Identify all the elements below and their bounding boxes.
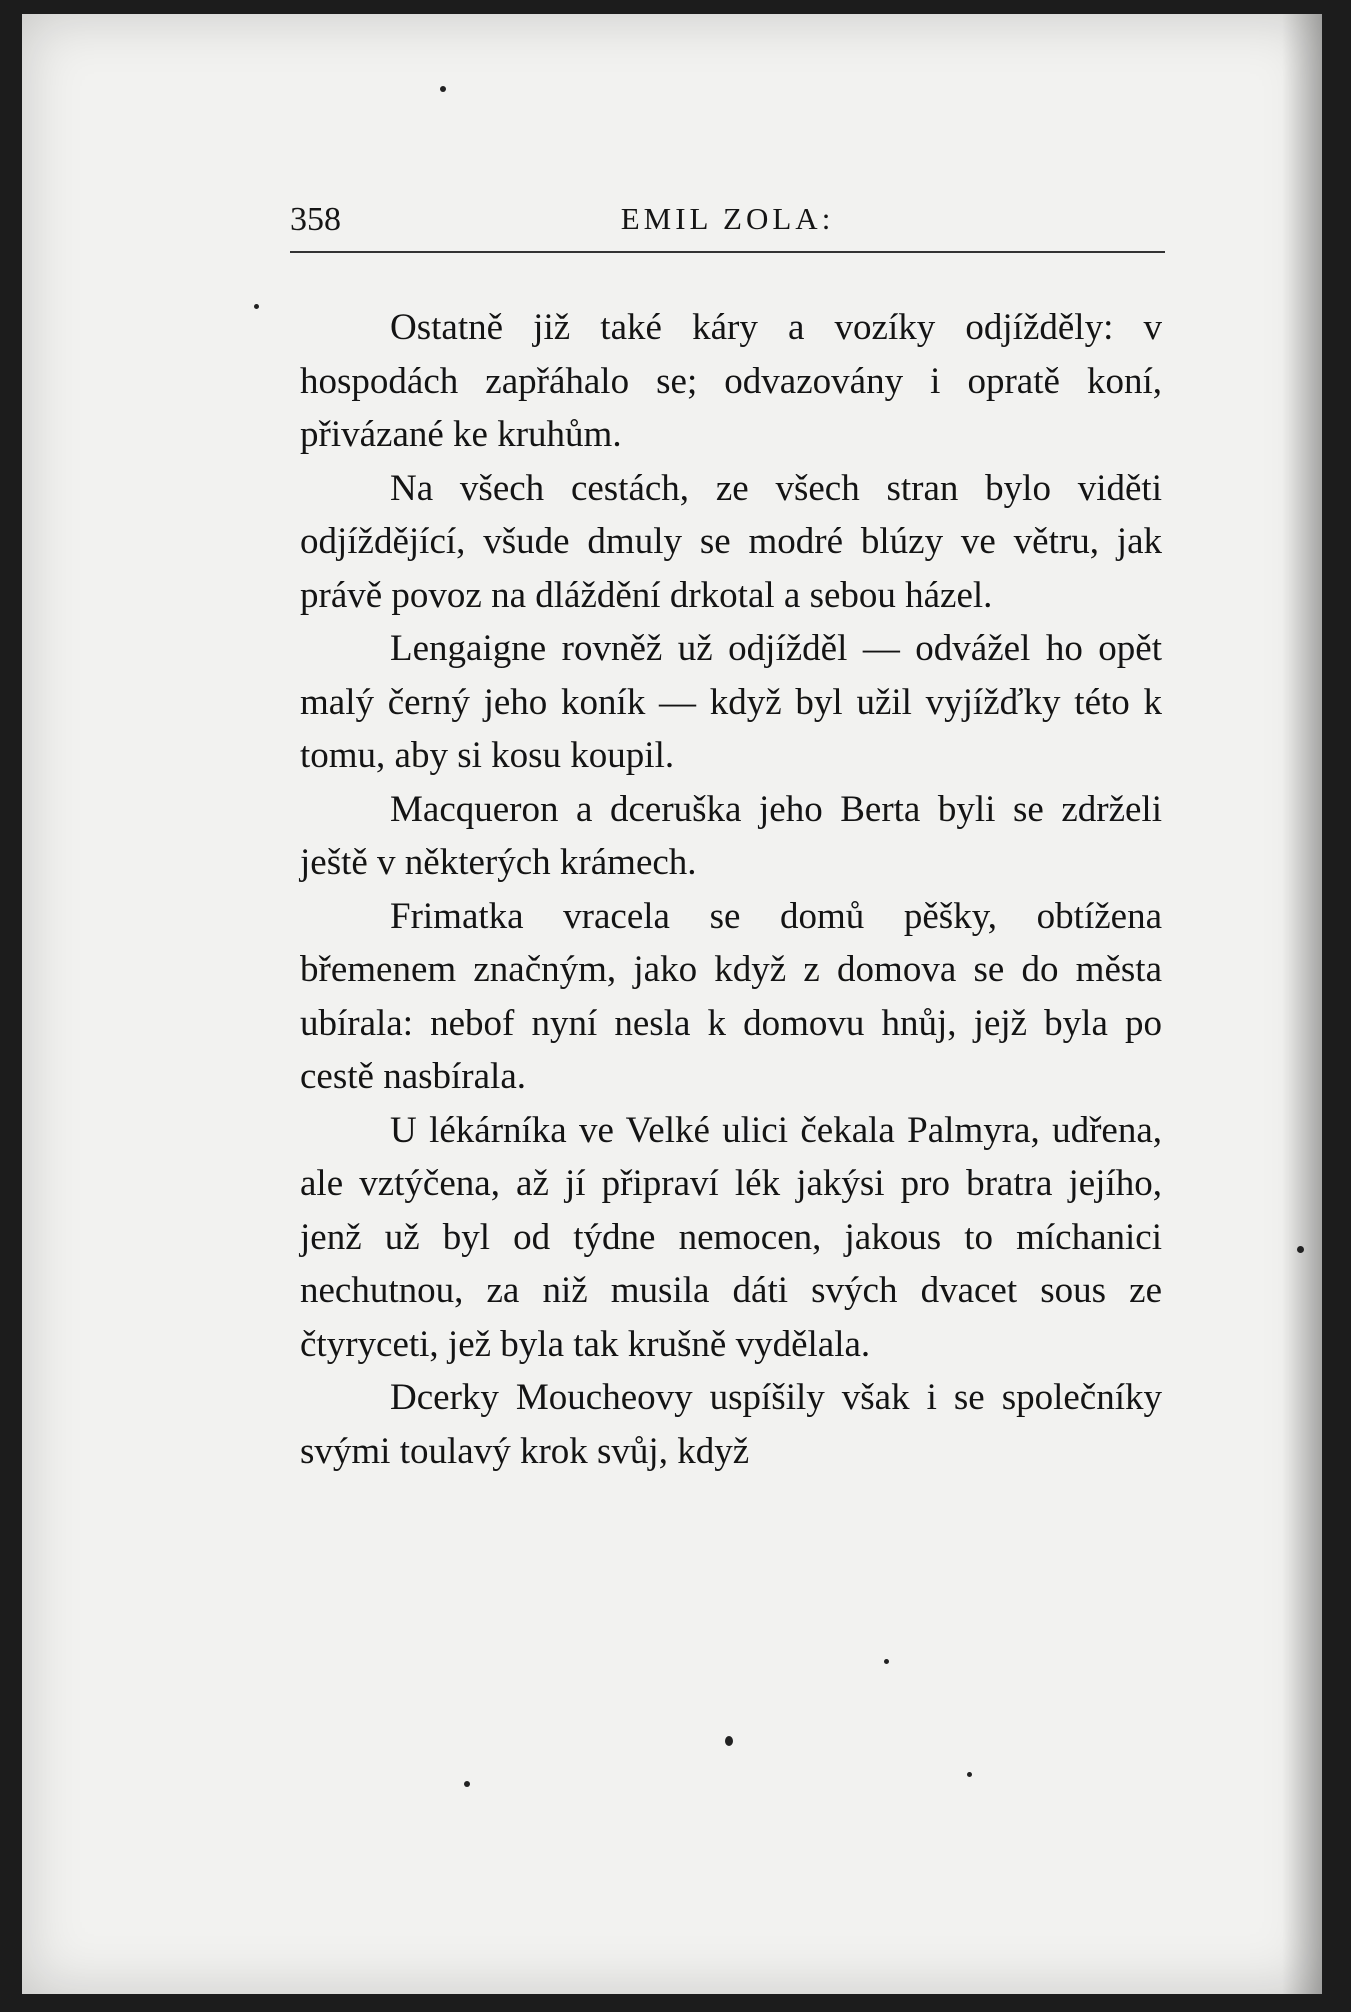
paper-speck: [440, 86, 446, 92]
page-header: [290, 197, 1165, 245]
header-rule: [290, 251, 1165, 253]
paragraph: U lékárníka ve Velké ulici čekala Palmyra, udřena, ale vztýčena, až jí připraví lék jakýsi pro bratra jejího, jenž už byl od týdne nemocen, jakous to míchanici nechutnou, za niž musila dáti svých dvacet sous ze čtyryceti, jež byla tak krušně vydělala.: [300, 1109, 1162, 1365]
paragraph: Lengaigne rovněž už odjížděl — odvážel ho opět malý černý jeho koník — když byl užil vyjížďky této k tomu, aby si kosu koupil.: [300, 628, 1162, 776]
book-page: [22, 14, 1322, 1994]
paper-speck: [1297, 1246, 1304, 1253]
page-edge-shadow: [1282, 14, 1322, 1994]
paper-speck: [464, 1781, 470, 1787]
paragraph: Dcerky Moucheovy uspíšily však i se společníky svými toulavý krok svůj, když: [300, 1377, 1162, 1472]
paper-speck: [967, 1772, 972, 1777]
paragraph: Ostatně již také káry a vozíky odjížděly: v hospodách zapřáhalo se; odvazovány i opratě koní, přivázané ke kruhům.: [300, 307, 1162, 455]
paragraph: Frimatka vracela se domů pěšky, obtížena břemenem značným, jako když z domova se do města ubírala: nebof nyní nesla k domovu hnůj, jejž byla po cestě nasbírala.: [300, 895, 1162, 1097]
paragraph: Macqueron a dceruška jeho Berta byli se zdrželi ještě v některých krámech.: [300, 788, 1162, 883]
paper-speck: [884, 1659, 889, 1664]
paper-speck: [725, 1736, 733, 1746]
page-number: 358: [290, 201, 341, 238]
paragraph: Na všech cestách, ze všech stran bylo viděti odjíždějící, všude dmuly se modré blúzy ve větru, jak právě povoz na dláždění drkotal a sebou házel.: [300, 467, 1162, 616]
body-text: [300, 301, 1162, 1478]
running-title: EMIL ZOLA:: [620, 201, 835, 236]
paper-speck: [254, 304, 259, 309]
